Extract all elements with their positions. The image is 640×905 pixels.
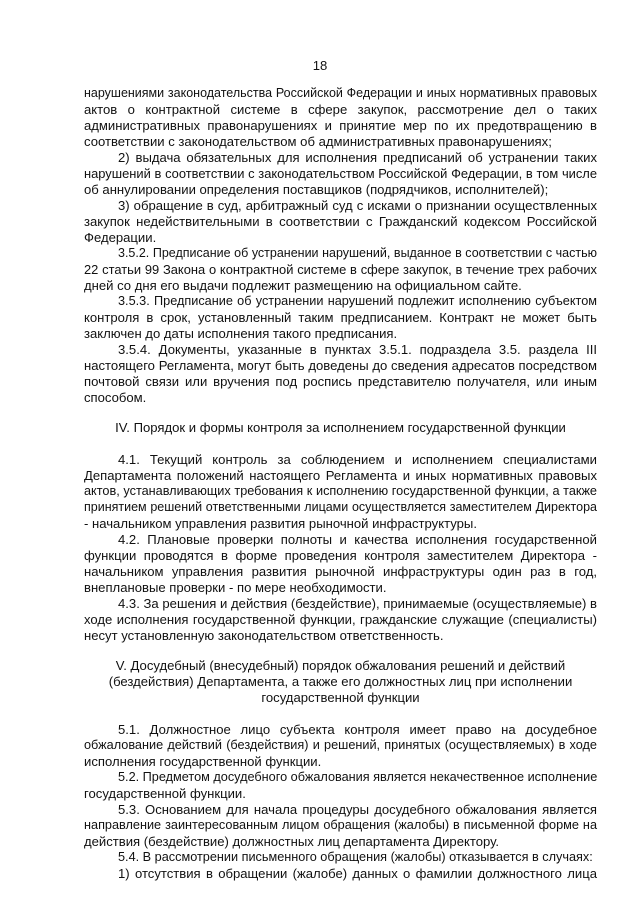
text-line: функции проводятся в форме проведения контроля заместителем Директора - (84, 548, 597, 563)
text-line: заключен до даты исполнения такого предписания. (84, 326, 398, 341)
section-heading: государственной функции (261, 690, 420, 705)
text-line: действия (бездействие) должностных лиц департамента Директору. (84, 834, 500, 849)
text-line: ходе исполнения государственной функции, гражданские служащие (специалисты) (84, 612, 597, 627)
text-line: 22 статьи 99 Закона о контрактной системе в сфере закупок, в течение трех рабочих (84, 262, 597, 277)
text-line: нарушений в соответствии с законодательством Российской Федерации, в том числе (84, 166, 597, 181)
text-line: исполнения государственной функции. (84, 754, 322, 769)
text-line: настоящего Регламента, могут быть доведены до сведения адресатов посредством (84, 358, 597, 373)
text-line: обжалование действий (бездействия) и решений, принятых (осуществляемых) в ходе (84, 738, 597, 752)
text-line: принятием решений ответственными лицами осуществляется заместителем Директора (84, 500, 597, 514)
text-line: несут установленную законодательством ответственность. (84, 628, 444, 643)
text-line: 5.3. Основанием для начала процедуры досудебного обжалования является (118, 802, 597, 817)
text-line: внеплановые проверки - по мере необходимости. (84, 580, 387, 595)
text-line: закупок недействительными в соответствии с Гражданский кодексом Российской (84, 214, 597, 229)
text-line: дней со дня его выдачи подлежит размещению на официальном сайте. (84, 278, 522, 293)
text-line: 3.5.2. Предписание об устранении нарушений, выданное в соответствии с частью (118, 246, 597, 260)
text-line: - начальником управления развития рыночной инфраструктуры. (84, 516, 477, 531)
text-line: Департамента положений настоящего Регламента и иных нормативных правовых (84, 468, 597, 483)
text-line: государственной функции. (84, 786, 246, 801)
text-line: 3.5.4. Документы, указанные в пунктах 3.5.1. подраздела 3.5. раздела III (118, 342, 597, 357)
text-line: направление заинтересованным лицом обращения (жалобы) в письменной форме на (84, 818, 597, 832)
text-line: Федерации. (84, 230, 157, 245)
text-line: 4.2. Плановые проверки полноты и качества исполнения государственной (118, 532, 597, 547)
section-heading: IV. Порядок и формы контроля за исполнением государственной функции (115, 420, 566, 435)
text-line: соответствии с законодательством об административных правонарушениях; (84, 134, 552, 149)
text-line: нарушениями законодательства Российской Федерации и иных нормативных правовых (84, 86, 597, 100)
text-line: административных правонарушениях и принятие мер по их предотвращению в (84, 118, 597, 133)
text-line: 3.5.3. Предписание об устранении нарушений подлежит исполнению субъектом (118, 294, 597, 308)
text-line: об аннулировании определения поставщиков (подрядчиков, исполнителей); (84, 182, 549, 197)
text-line: 5.1. Должностное лицо субъекта контроля имеет право на досудебное (118, 722, 597, 737)
text-line: начальником управления развития рыночной инфраструктуры один раз в год, (84, 564, 597, 579)
text-line: 3) обращение в суд, арбитражный суд с исками о признании осуществленных (118, 198, 597, 213)
section-heading: (бездействия) Департамента, а также его должностных лиц при исполнении (108, 674, 573, 689)
text-line: контроля в срок, установленный таким предписанием. Контракт не может быть (84, 310, 597, 325)
text-line: 5.4. В рассмотрении письменного обращения (жалобы) отказывается в случаях: (118, 850, 593, 864)
text-line: 5.2. Предметом досудебного обжалования является некачественное исполнение (118, 770, 598, 784)
text-line: актов, устанавливающих требования к исполнению государственной функции, а также (84, 484, 597, 498)
text-line: актов о контрактной системе в сфере закупок, рассмотрение дел о таких (84, 102, 597, 117)
text-line: 4.1. Текущий контроль за соблюдением и исполнением специалистами (118, 452, 597, 467)
page-number: 18 (312, 58, 328, 73)
text-line: 1) отсутствия в обращении (жалобе) данных о фамилии должностного лица (118, 866, 597, 881)
text-line: почтовой связи или вручения под роспись представителю получателя, или иным (84, 374, 597, 389)
section-heading: V. Досудебный (внесудебный) порядок обжалования решений и действий (115, 658, 566, 673)
text-line: 2) выдача обязательных для исполнения предписаний об устранении таких (118, 150, 597, 165)
text-line: способом. (84, 390, 147, 405)
text-line: 4.3. За решения и действия (бездействие), принимаемые (осуществляемые) в (118, 596, 597, 611)
